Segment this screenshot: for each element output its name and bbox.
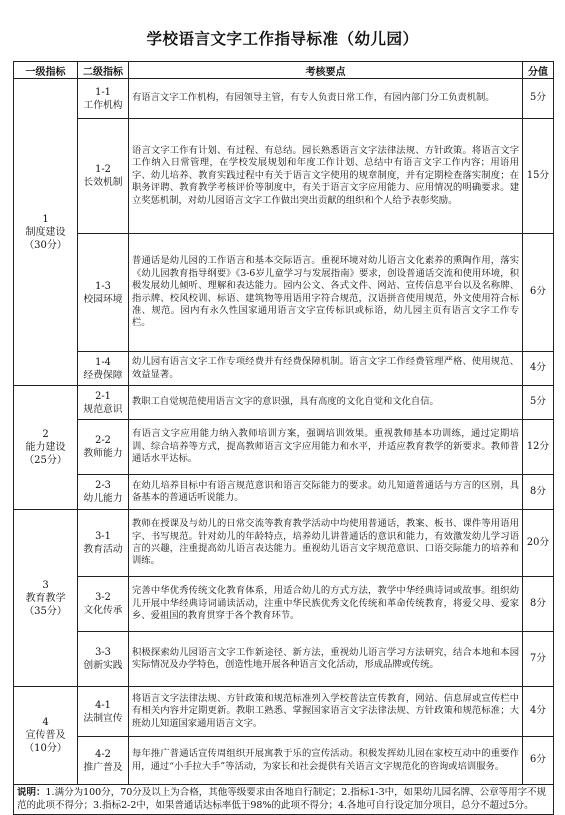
score-cell: 4分 — [523, 687, 554, 737]
sub-code: 3-3 — [95, 647, 111, 658]
sub-indicator — [78, 510, 129, 577]
table-row — [14, 420, 554, 475]
sub-name: 校园环境 — [83, 293, 123, 305]
assessment-text — [129, 687, 523, 737]
assessment-paragraph: 语言文字工作有计划、有过程、有总结。园长熟悉语言文字法律法规、方针政策。将语言文字工作纳入日常管理，在学校发展规划和年度工作计划、总结中有语言文字工作内容；用语用字、幼儿培养、教育实践过程中有关于语言文字使用的规章制度，并有定期检查落实制度；在职务评聘、教育教学考核评价等制度中，有关于语言文字应用能力、应用情况的明确要求。建立奖惩机制，对幼儿园语言文字工作做出突出贡献的组织和个人给予表彰奖励。 — [132, 144, 519, 206]
sub-indicator — [78, 577, 129, 632]
assessment-paragraph: 有语言文字应用能力纳入教师培训方案，强调培训效果。重视教师基本功训练，通过定期培训、综合培养等方式，提高教师语言文字应用能力和水平，并适应教育教学的新要求。教师普通话水平达标。 — [132, 428, 519, 465]
page-title: 学校语言文字工作指导标准（幼儿园） — [146, 29, 419, 48]
table-row — [14, 79, 554, 119]
group-number: 3 — [42, 579, 49, 591]
sub-code: 2-1 — [95, 390, 111, 402]
sub-indicator — [78, 632, 129, 687]
sub-name: 长效机制 — [83, 177, 123, 188]
score-cell: 12分 — [523, 420, 554, 475]
standards-table — [13, 61, 554, 815]
sub-code: 1-2 — [95, 164, 111, 175]
score-cell: 6分 — [523, 234, 554, 352]
assessment-paragraph: 将语言文字法律法规、方针政策和规范标准列入学校普法宣传教育，网站、信息屏或宣传栏中有相关内容并定期更新。教职工熟悉、掌握国家语言文字法律法规、方针政策和规范标准；大班幼儿知道国家通用语言文字。 — [132, 692, 519, 729]
note-text: 1.满分为100分，70分及以上为合格，其他等级要求由各地自行制定；2.指标1-3中，如果幼儿园名牌、公章等用字不规范的此项不得分；3.指标2-2中，如果普通话达标率低于98%的此项不得分；4.各地可自行设定加分项目，总分不超过5分。 — [17, 787, 547, 811]
assessment-paragraph: 完善中华优秀传统文化教育体系，用适合幼儿的方式方法，教学中华经典诗词或故事。组织幼儿开展中华经典诗词诵读活动，注重中华民族优秀文化传统和革命传统教育，将爱父母、爱家乡、爱祖国的教育贯穿于各个教育环节。 — [132, 585, 519, 622]
sub-indicator — [78, 737, 129, 785]
sub-indicator — [78, 420, 129, 475]
sub-code: 3-2 — [95, 592, 111, 603]
assessment-paragraph: 幼儿园有语言文字工作专项经费并有经费保障机制。语言文字工作经费管理严格、使用规范、效益显著。 — [132, 356, 519, 380]
sub-indicator — [78, 475, 129, 510]
header-level2: 二级指标 — [78, 62, 129, 79]
group-score: （25分） — [24, 455, 67, 466]
note-row — [14, 785, 554, 815]
score-cell: 8分 — [523, 475, 554, 510]
sub-indicator — [78, 119, 129, 234]
assessment-text — [129, 510, 523, 577]
assessment-text — [129, 737, 523, 785]
table-row — [14, 687, 554, 737]
assessment-text — [129, 352, 523, 386]
score-cell: 4分 — [523, 352, 554, 386]
table-row — [14, 119, 554, 234]
score-cell: 6分 — [523, 737, 554, 785]
sub-name: 幼儿能力 — [83, 493, 123, 504]
table-row — [14, 632, 554, 687]
score-cell: 20分 — [523, 510, 554, 577]
sub-name: 创新实践 — [83, 660, 123, 671]
score-cell: 5分 — [523, 79, 554, 119]
table-row — [14, 737, 554, 785]
assessment-text — [129, 577, 523, 632]
header-content: 考核要点 — [129, 62, 523, 79]
sub-name: 工作机构 — [83, 99, 123, 111]
assessment-text — [129, 234, 523, 352]
sub-name: 规范意识 — [83, 403, 123, 415]
group-cell-3 — [14, 510, 78, 687]
assessment-text — [129, 632, 523, 687]
sub-name: 文化传承 — [83, 605, 123, 616]
group-score: （35分） — [24, 605, 67, 617]
sub-indicator — [78, 234, 129, 352]
assessment-paragraph: 在幼儿培养目标中有语言规范意识和语言交际能力的要求。幼儿知道普通话与方言的区别，具备基本的普通话听说能力。 — [132, 479, 519, 503]
sub-code: 1-1 — [95, 86, 111, 98]
sub-indicator — [78, 687, 129, 737]
note-block — [17, 787, 550, 812]
assessment-paragraph: 教职工自觉规范使用语言文字的意识强，具有高度的文化自觉和文化自信。 — [132, 396, 439, 408]
header-level1: 一级指标 — [14, 62, 78, 79]
sub-name: 推广普及 — [83, 761, 123, 773]
sub-code: 2-2 — [95, 435, 111, 446]
assessment-paragraph: 教师在授课及与幼儿的日常交流等教育教学活动中均使用普通话，教案、板书、课件等用语用字、书写规范。针对幼儿的年龄特点，培养幼儿讲普通话的意识和能力，有效激发幼儿学习语言的兴趣，注重提高幼儿语言表达能力。重视幼儿语言文字规范意识、口语交际能力的培养和训练。 — [132, 518, 519, 567]
group-name: 制度建设 — [25, 226, 66, 238]
sub-code: 4-2 — [95, 748, 111, 760]
assessment-text — [129, 420, 523, 475]
table-row — [14, 234, 554, 352]
sub-name: 教师能力 — [83, 448, 123, 459]
group-cell-4 — [14, 687, 78, 785]
sub-code: 1-4 — [95, 356, 111, 368]
table-row — [14, 577, 554, 632]
group-name: 教育教学 — [25, 592, 66, 604]
sub-name: 法制宣传 — [83, 712, 123, 724]
assessment-text — [129, 386, 523, 420]
group-score: （30分） — [24, 239, 67, 251]
assessment-paragraph: 普通话是幼儿园的工作语言和基本交际语言。重视环境对幼儿语言文化素养的熏陶作用，落实《幼儿园教育指导纲要》《3-6岁儿童学习与发展指南》要求，创设普通话交流和使用环境，积极发展幼儿倾听、理解和表达能力。园内公文、各式文件、网站、宣传信息平台以及名称牌、指示牌、校风校训、标语、建筑物等用语用字符合规范，汉语拼音使用规范，外文使用符合标准、规范。园内有永久性国家通用语言文字宣传标识或标语，幼儿园主页有语言文字工作专栏。 — [132, 255, 519, 329]
group-name: 能力建设 — [25, 442, 66, 453]
table-row — [14, 386, 554, 420]
sub-code: 2-3 — [95, 480, 111, 491]
table-row — [14, 510, 554, 577]
group-score: （10分） — [24, 743, 67, 754]
assessment-paragraph: 有语言文字工作机构，有园领导主管，有专人负责日常工作，有园内部门分工负责机制。 — [132, 92, 495, 104]
sub-indicator — [78, 79, 129, 119]
group-number: 4 — [42, 717, 49, 728]
note-cell — [14, 785, 554, 815]
group-cell-1 — [14, 79, 78, 386]
note-label: 说明： — [17, 787, 46, 798]
sub-indicator — [78, 386, 129, 420]
sub-name: 教育活动 — [83, 544, 123, 555]
sub-code: 1-3 — [95, 280, 111, 292]
score-cell: 15分 — [523, 119, 554, 234]
table-row — [14, 475, 554, 510]
sub-name: 经费保障 — [83, 369, 123, 381]
assessment-paragraph: 积极探索幼儿园语言文字工作新途径、新方法，重视幼儿语言学习方法研究，结合本地和本园实际情况及办学特色，创造性地开展各种语言文化活动，形成品牌或传统。 — [132, 646, 519, 670]
header-row — [14, 62, 554, 79]
header-score: 分值 — [523, 62, 554, 79]
sub-code: 3-1 — [95, 531, 111, 542]
assessment-text — [129, 475, 523, 510]
assessment-text — [129, 79, 523, 119]
table-row — [14, 352, 554, 386]
assessment-text — [129, 119, 523, 234]
group-number: 2 — [42, 429, 49, 440]
group-cell-2 — [14, 386, 78, 510]
score-cell: 8分 — [523, 577, 554, 632]
group-name: 宣传普及 — [25, 730, 66, 741]
sub-indicator — [78, 352, 129, 386]
group-number: 1 — [42, 213, 49, 225]
score-cell: 5分 — [523, 386, 554, 420]
score-cell: 7分 — [523, 632, 554, 687]
sub-code: 4-1 — [95, 699, 111, 711]
assessment-paragraph: 每年推广普通话宣传周组织开展寓教于乐的宣传活动。积极发挥幼儿园在家校互动中的重要作用，通过“小手拉大手”等活动，为家长和社会提供有关语言文字规范化的咨询或培训服务。 — [132, 748, 519, 772]
